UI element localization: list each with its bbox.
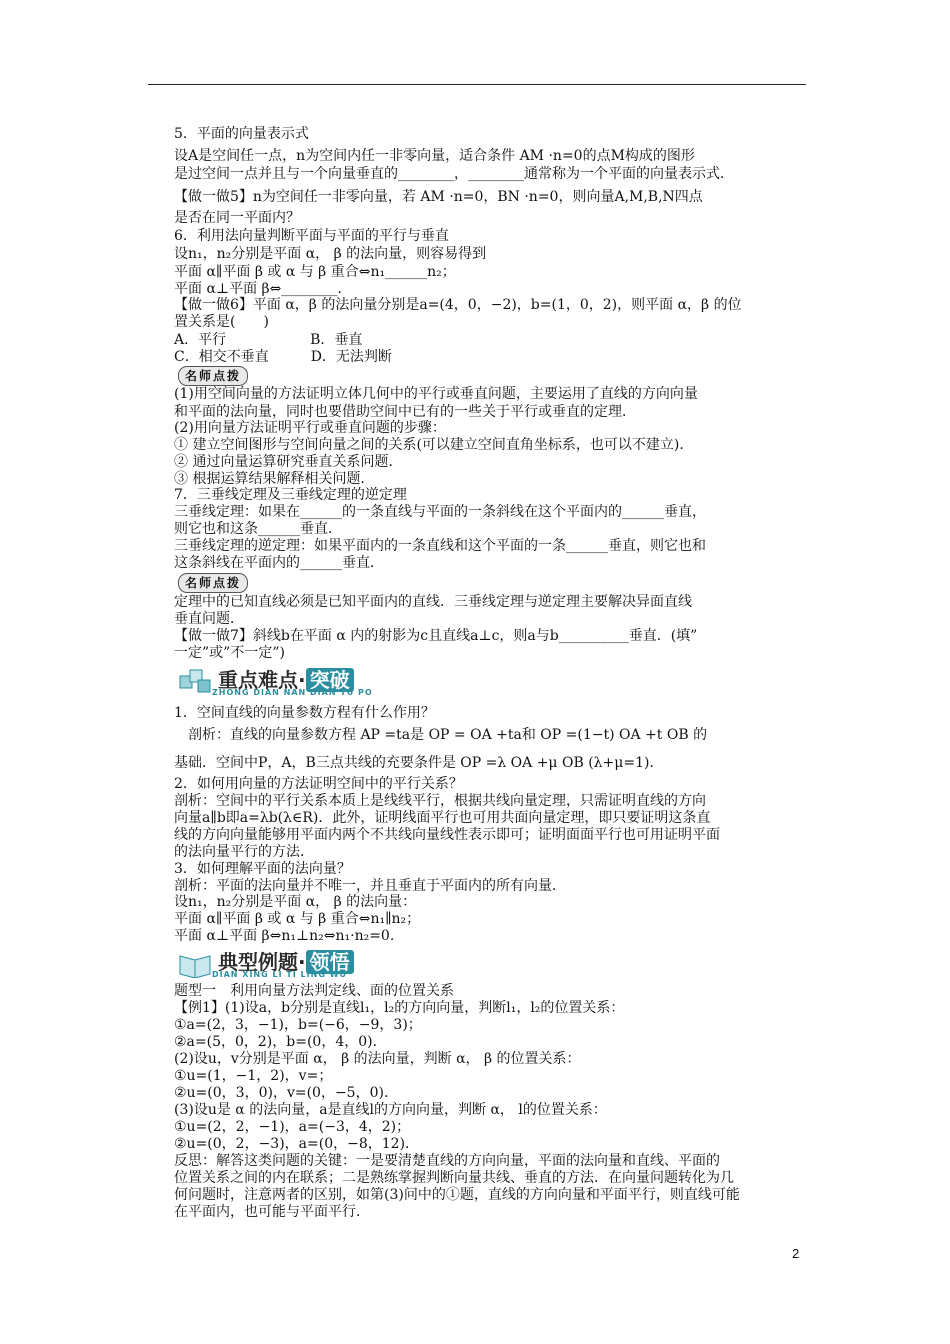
text-line: 7．三垂线定理及三垂线定理的逆定理 xyxy=(174,487,407,503)
text-line: 平面 α⊥平面 β⇔n₁⊥n₂⇔n₁·n₂=0. xyxy=(174,928,395,944)
text-line: 剖析：直线的向量参数方程 AP =ta是 OP = OA +ta和 OP =(1−t) OA +t OB 的 xyxy=(188,727,708,743)
text-line: 【做一做6】平面 α，β 的法向量分别是a=(4，0，−2)，b=(1，0，2)，则平面 α，β 的位 xyxy=(174,297,742,313)
text-line: 题型一 利用向量方法判定线、面的位置关系 xyxy=(174,983,454,999)
text-line: 的法向量平行的方法． xyxy=(174,844,314,860)
text-line: 向量a∥b即a=λb(λ∈R)．此外，证明线面平行也可用共面向量定理，即只要证明这条直 xyxy=(174,810,711,826)
text-line: ①u=(1，−1，2)，v=； xyxy=(174,1068,333,1084)
banner-title: 典型例题· 领悟 xyxy=(218,946,354,975)
text-line: 垂直问题． xyxy=(174,611,244,627)
text-line: 基础．空间中P，A，B三点共线的充要条件是 OP =λ OA +μ OB (λ+μ=1)． xyxy=(174,755,664,771)
text-line: 剖析：空间中的平行关系本质上是线线平行，根据共线向量定理，只需证明直线的方向 xyxy=(174,793,706,809)
text-line: 设A是空间任一点，n为空间内任一非零向量，适合条件 AM ·n=0的点M构成的图形 xyxy=(174,148,695,164)
text-line: 平面 α∥平面 β 或 α 与 β 重合⇔n₁∥n₂； xyxy=(174,911,421,927)
text-line: 定理中的已知直线必须是已知平面内的直线．三垂线定理与逆定理主要解决异面直线 xyxy=(174,594,692,610)
text-line: 三垂线定理的逆定理：如果平面内的一条直线和这个平面的一条______垂直，则它也和 xyxy=(174,538,706,554)
banner-subtitle: DIAN XING LI TI LING WU xyxy=(212,970,347,979)
header-rule xyxy=(148,84,806,85)
teacher-tip-badge: 名师点拨 xyxy=(178,366,248,386)
text-line: ①u=(2，2，−1)，a=(−3，4，2)； xyxy=(174,1119,411,1135)
section-banner-examples xyxy=(178,944,398,982)
text-line: 【做一做5】n为空间任一非零向量，若 AM ·n=0，BN ·n=0，则向量A,M,B,N四点 xyxy=(174,189,703,205)
text-line: (3)设u是 α 的法向量，a是直线l的方向向量，判断 α， l的位置关系： xyxy=(174,1102,607,1118)
text-line: 是过空间一点并且与一个向量垂直的________，________通常称为一个平面的向量表示式． xyxy=(174,166,734,182)
text-line: 和平面的法向量，同时也要借助空间中已有的一些关于平行或垂直的定理． xyxy=(174,404,636,420)
text-line: 剖析：平面的法向量并不唯一，并且垂直于平面内的所有向量． xyxy=(174,878,566,894)
text-line: 是否在同一平面内？ xyxy=(174,210,300,226)
text-line: ① 建立空间图形与空间向量之间的关系(可以建立空间直角坐标系，也可以不建立)． xyxy=(174,437,694,453)
section-banner-key-points xyxy=(178,662,398,700)
text-line: 6．利用法向量判断平面与平面的平行与垂直 xyxy=(174,228,449,244)
text-line: 设n₁，n₂分别是平面 α， β 的法向量： xyxy=(174,894,417,910)
text-line: 1．空间直线的向量参数方程有什么作用？ xyxy=(174,705,435,721)
text-line: 何问题时，注意两者的区别，如第(3)问中的①题，直线的方向向量和平面平行，则直线可能 xyxy=(174,1187,740,1203)
cube-decoration-icon xyxy=(178,666,212,696)
text-line: ②a=(5，0，2)，b=(0，4，0)． xyxy=(174,1034,387,1050)
text-line: 线的方向向量能够用平面内两个不共线向量线性表示即可；证明面面平行也可用证明平面 xyxy=(174,827,720,843)
text-line: 三垂线定理：如果在______的一条直线与平面的一条斜线在这个平面内的______垂直， xyxy=(174,504,706,520)
text-line: C．相交不垂直 D．无法判断 xyxy=(174,349,392,365)
banner-title: 重点难点· 突破 xyxy=(218,664,354,693)
text-line: ② 通过向量运算研究垂直关系问题． xyxy=(174,454,403,470)
text-line: ②u=(0，2，−3)，a=(0，−8，12)． xyxy=(174,1136,420,1152)
book-decoration-icon xyxy=(178,948,212,978)
text-line: 平面 α⊥平面 β⇔________. xyxy=(174,281,342,297)
text-line: 一定”或”不一定”) xyxy=(174,645,285,661)
banner-subtitle: ZHONG DIAN NAN DIAN TU PO xyxy=(212,688,373,697)
text-line: 置关系是( ) xyxy=(174,314,269,330)
text-line: ①a=(2，3，−1)，b=(−6，−9，3)； xyxy=(174,1017,422,1033)
text-line: 则它也和这条______垂直． xyxy=(174,521,342,537)
text-line: 这条斜线在平面内的______垂直． xyxy=(174,555,384,571)
text-line: 位置关系之间的内在联系；二是熟练掌握判断向量共线、垂直的方法．在向量问题转化为几 xyxy=(174,1170,734,1186)
text-line: (2)设u，v分别是平面 α， β 的法向量，判断 α， β 的位置关系： xyxy=(174,1051,581,1067)
text-line: 【例1】(1)设a，b分别是直线l₁，l₂的方向向量，判断l₁，l₂的位置关系： xyxy=(174,1000,625,1016)
text-line: 3．如何理解平面的法向量？ xyxy=(174,861,351,877)
text-line: ②u=(0，3，0)，v=(0，−5，0)． xyxy=(174,1085,398,1101)
text-line: 【做一做7】斜线b在平面 α 内的射影为c且直线a⊥c，则a与b__________垂直．(填” xyxy=(174,628,698,644)
text-line: (1)用空间向量的方法证明立体几何中的平行或垂直问题，主要运用了直线的方向向量 xyxy=(174,386,698,402)
text-line: 5．平面的向量表示式 xyxy=(174,126,309,142)
teacher-tip-badge: 名师点拨 xyxy=(178,573,248,593)
text-line: 2．如何用向量的方法证明空间中的平行关系？ xyxy=(174,776,463,792)
text-line: A．平行 B．垂直 xyxy=(174,332,363,348)
page-number: 2 xyxy=(792,1246,800,1261)
text-line: 平面 α∥平面 β 或 α 与 β 重合⇔n₁______n₂； xyxy=(174,264,456,280)
text-line: 反思：解答这类问题的关键：一是要清楚直线的方向向量，平面的法向量和直线、平面的 xyxy=(174,1153,720,1169)
text-line: ③ 根据运算结果解释相关问题． xyxy=(174,471,375,487)
text-line: 在平面内，也可能与平面平行． xyxy=(174,1204,370,1220)
text-line: 设n₁，n₂分别是平面 α， β 的法向量，则容易得到 xyxy=(174,246,487,262)
text-line: (2)用向量方法证明平行或垂直问题的步骤： xyxy=(174,420,446,436)
